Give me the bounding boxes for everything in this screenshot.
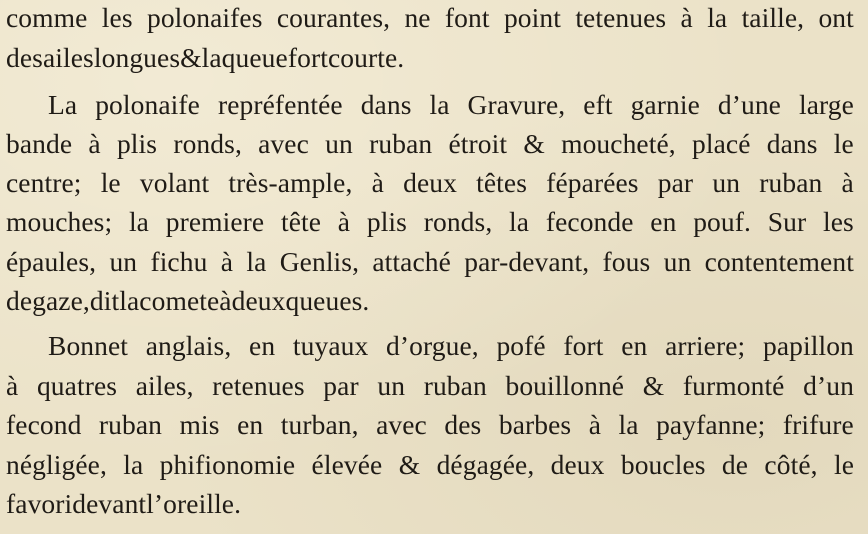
word: ruban: [369, 128, 433, 159]
word: mouches;: [6, 206, 113, 237]
word: garnie: [630, 89, 700, 120]
word: négligée,: [6, 449, 107, 480]
word: dégagée,: [436, 449, 535, 480]
word: la: [201, 42, 222, 73]
word: comete: [139, 285, 220, 316]
word: ne: [404, 2, 431, 33]
word: tuyaux: [292, 330, 369, 361]
word: féparées: [546, 167, 639, 198]
word: eft: [583, 89, 613, 120]
word: en: [237, 409, 264, 440]
word: &: [180, 42, 202, 73]
word: tête: [280, 206, 322, 237]
word: ont: [818, 2, 854, 33]
word: très-ample,: [228, 167, 353, 198]
text-line: [6, 244, 854, 280]
word: têtes: [476, 167, 528, 198]
word: le: [833, 449, 854, 480]
word: fort: [287, 42, 328, 73]
word: pofé: [496, 330, 546, 361]
word: point: [503, 2, 561, 33]
word: fous: [602, 246, 651, 277]
word: &: [642, 370, 665, 401]
word: en: [650, 206, 677, 237]
word: barbes: [498, 409, 572, 440]
word: quatres: [36, 370, 118, 401]
word: d’une: [717, 89, 781, 120]
word: à: [371, 167, 384, 198]
word: frifure: [782, 409, 854, 440]
word: épaules,: [6, 246, 97, 277]
word: dit: [89, 285, 120, 316]
word: Sur: [767, 206, 807, 237]
word: boucles: [620, 449, 706, 480]
word: repréfentée: [217, 89, 343, 120]
word: ruban: [98, 409, 163, 440]
word: par: [657, 167, 694, 198]
word: queues.: [285, 285, 370, 316]
word: comme: [6, 2, 88, 33]
word: Genlis,: [279, 246, 360, 277]
word: queue: [221, 42, 288, 73]
word: étroit: [448, 128, 508, 159]
word: premiere: [165, 206, 265, 237]
word: côté,: [764, 449, 818, 480]
word: courte.: [327, 42, 405, 73]
word: dans: [766, 128, 818, 159]
word: avec: [258, 128, 309, 159]
word: fichu: [150, 246, 208, 277]
word: l’oreille.: [146, 488, 242, 519]
word: plis: [116, 128, 158, 159]
word: les: [822, 206, 854, 237]
word: placé: [692, 128, 751, 159]
word: par: [323, 370, 359, 401]
word: courantes,: [276, 2, 391, 33]
word: à: [337, 206, 351, 237]
text-line: [48, 328, 854, 364]
word: le: [833, 128, 854, 159]
word: d’orgue,: [386, 330, 479, 361]
word: ruban: [423, 370, 487, 401]
word: la: [123, 449, 144, 480]
word: &: [523, 128, 545, 159]
word: anglais,: [145, 330, 232, 361]
word: avec: [376, 409, 427, 440]
word: gaze,: [32, 285, 90, 316]
word: la: [707, 2, 728, 33]
word: des: [444, 409, 482, 440]
text-line: [6, 0, 854, 36]
word: deux: [231, 285, 286, 316]
word: &: [398, 449, 421, 480]
text-line: [48, 87, 854, 123]
text-line: [6, 165, 854, 201]
word: font: [444, 2, 490, 33]
word: la: [509, 206, 530, 237]
word: plis: [366, 206, 407, 237]
word: en: [621, 330, 648, 361]
word: deux: [550, 449, 605, 480]
word: un: [712, 167, 741, 198]
word: à: [588, 409, 602, 440]
text-line: [6, 486, 854, 522]
word: fecond: [6, 409, 82, 440]
word: un: [663, 246, 692, 277]
word: arriere;: [665, 330, 746, 361]
word: ailes,: [135, 370, 194, 401]
text-line: [6, 447, 854, 483]
text-line: [6, 283, 854, 319]
word: volant: [139, 167, 210, 198]
word: à: [219, 285, 232, 316]
word: dans: [360, 89, 412, 120]
word: furmonté: [682, 370, 785, 401]
word: phifionomie: [159, 449, 296, 480]
word: ailes: [42, 42, 94, 73]
word: payfanne;: [656, 409, 766, 440]
word: ruban: [759, 167, 823, 198]
word: pouf.: [693, 206, 751, 237]
word: la: [429, 89, 450, 120]
word: bande: [6, 128, 73, 159]
text-line: [6, 40, 854, 76]
text-line: [6, 368, 854, 404]
word: la: [128, 206, 149, 237]
word: la: [618, 409, 639, 440]
word: un: [325, 128, 353, 159]
word: par-devant,: [464, 246, 590, 277]
word: à: [680, 2, 693, 33]
word: la: [119, 285, 140, 316]
word: tetenues: [575, 2, 667, 33]
word: de: [6, 285, 33, 316]
word: le: [100, 167, 121, 198]
word: retenues: [212, 370, 305, 401]
word: d’un: [803, 370, 854, 401]
word: taille,: [741, 2, 805, 33]
word: élevée: [311, 449, 383, 480]
word: fort: [563, 330, 604, 361]
word: Bonnet: [48, 330, 129, 361]
word: la: [246, 246, 267, 277]
word: ronds,: [173, 128, 242, 159]
word: centre;: [6, 167, 82, 198]
word: turban,: [280, 409, 359, 440]
word: en: [249, 330, 276, 361]
text-line: [6, 126, 854, 162]
word: mis: [179, 409, 220, 440]
word: papillon: [762, 330, 854, 361]
word: devant: [72, 488, 147, 519]
word: large: [798, 89, 854, 120]
word: un: [109, 246, 138, 277]
word: ronds,: [423, 206, 493, 237]
word: deux: [403, 167, 457, 198]
word: polonaife: [95, 89, 200, 120]
word: à: [841, 167, 854, 198]
word: à: [88, 128, 101, 159]
word: Gravure,: [467, 89, 566, 120]
word: favori: [6, 488, 73, 519]
word: attaché: [372, 246, 451, 277]
word: longues: [93, 42, 181, 73]
text-line: [6, 407, 854, 443]
word: bouillonné: [505, 370, 625, 401]
word: La: [48, 89, 78, 120]
word: moucheté,: [561, 128, 676, 159]
word: un: [377, 370, 406, 401]
word: de: [721, 449, 749, 480]
word: polonaifes: [146, 2, 263, 33]
word: à: [6, 370, 19, 401]
text-line: [6, 204, 854, 240]
word: feconde: [545, 206, 634, 237]
word: les: [101, 2, 133, 33]
word: à: [220, 246, 234, 277]
word: contentement: [704, 246, 854, 277]
word: des: [6, 42, 43, 73]
